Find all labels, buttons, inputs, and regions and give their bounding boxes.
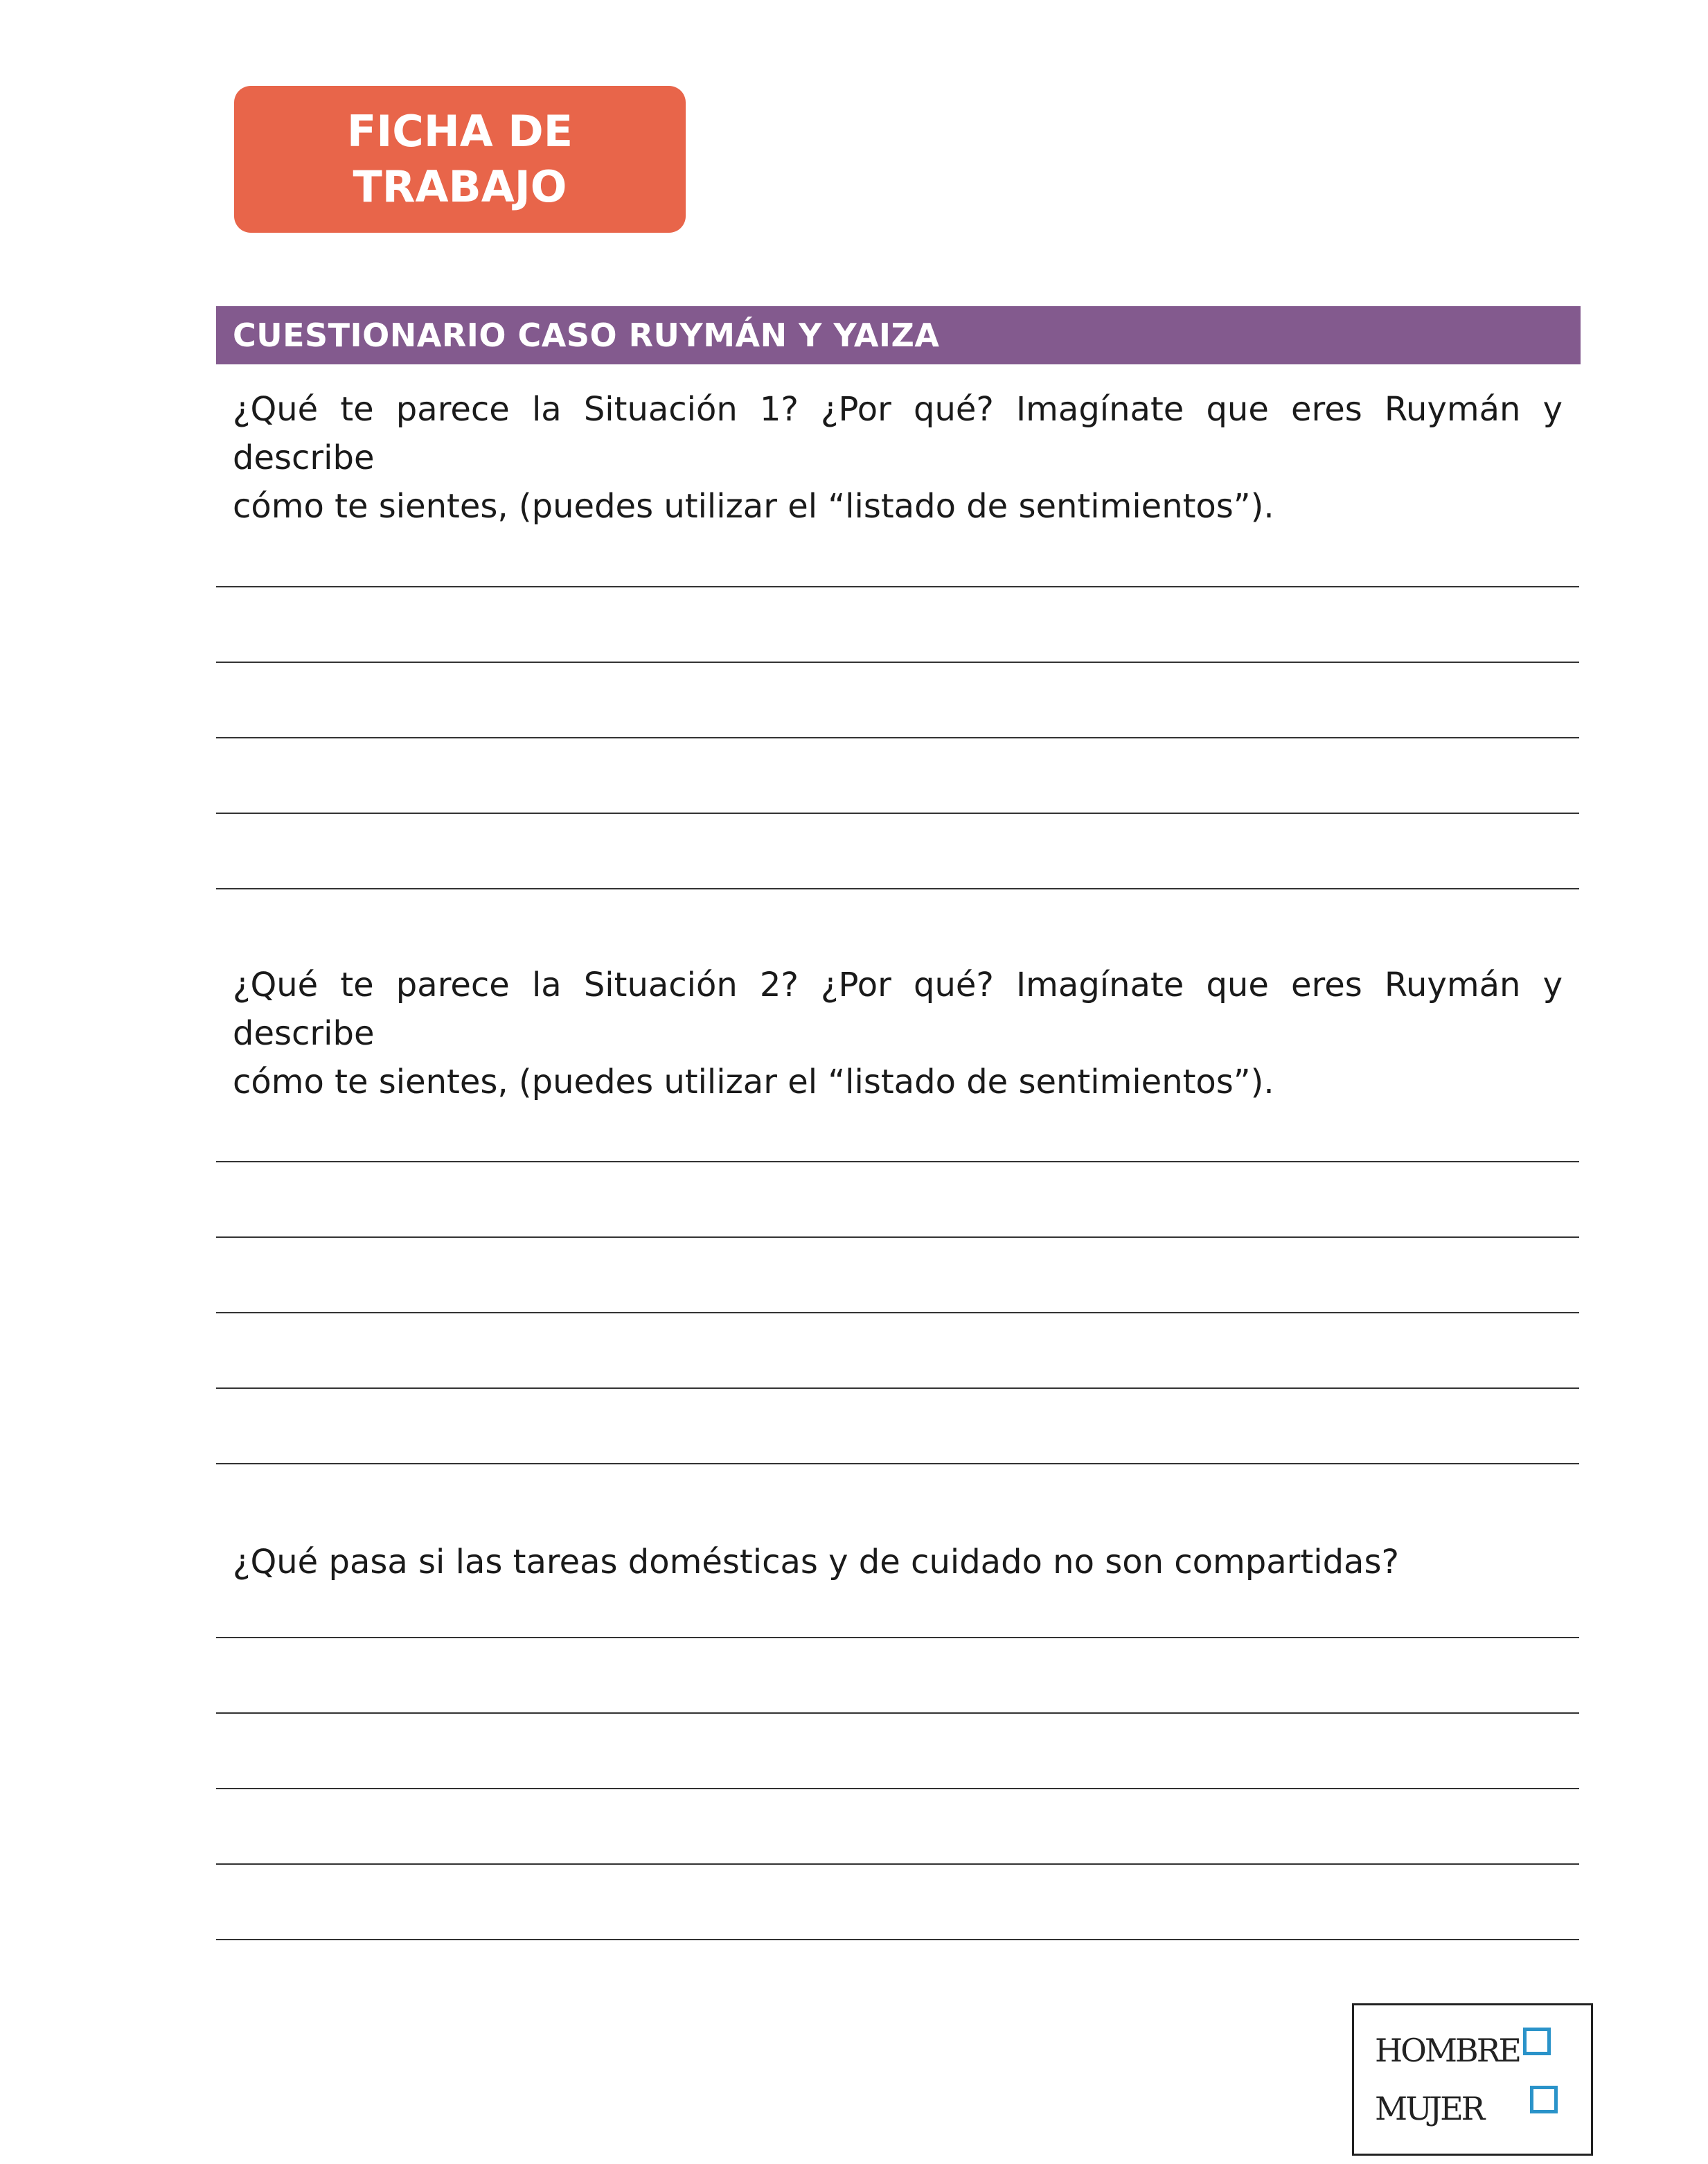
answer-line-q3-3[interactable] bbox=[216, 1788, 1579, 1789]
worksheet-title-line2: TRABAJO bbox=[353, 161, 567, 212]
answer-line-q2-2[interactable] bbox=[216, 1236, 1579, 1238]
gender-row-female bbox=[1375, 2090, 1483, 2127]
answer-line-q1-3[interactable] bbox=[216, 737, 1579, 738]
worksheet-title-line1: FICHA DE bbox=[346, 106, 573, 157]
question-2 bbox=[233, 961, 1563, 1106]
answer-line-q3-2[interactable] bbox=[216, 1712, 1579, 1714]
question-1-line2: cómo te sientes, (puedes utilizar el “listado de sentimientos”). bbox=[233, 487, 1274, 526]
answer-line-q2-4[interactable] bbox=[216, 1387, 1579, 1389]
answer-line-q1-4[interactable] bbox=[216, 813, 1579, 814]
section-title: CUESTIONARIO CASO RUYMÁN Y YAIZA bbox=[233, 317, 940, 354]
gender-selection-box bbox=[1352, 2003, 1593, 2156]
question-1 bbox=[233, 385, 1563, 531]
answer-line-q2-3[interactable] bbox=[216, 1312, 1579, 1313]
worksheet-title-box bbox=[234, 86, 686, 233]
answer-line-q3-5[interactable] bbox=[216, 1939, 1579, 1940]
gender-row-male bbox=[1375, 2032, 1520, 2069]
section-header-bar bbox=[216, 306, 1581, 364]
question-3-line1: ¿Qué pasa si las tareas domésticas y de cuidado no son compartidas? bbox=[233, 1543, 1399, 1581]
question-3 bbox=[233, 1538, 1563, 1586]
answer-line-q1-5[interactable] bbox=[216, 888, 1579, 889]
male-checkbox[interactable] bbox=[1523, 2028, 1551, 2055]
female-checkbox[interactable] bbox=[1530, 2086, 1558, 2113]
answer-line-q3-4[interactable] bbox=[216, 1863, 1579, 1865]
worksheet-title bbox=[266, 104, 654, 215]
male-label: HOMBRE bbox=[1375, 2032, 1520, 2069]
question-1-line1: ¿Qué te parece la Situación 1? ¿Por qué? Imagínate que eres Ruymán y describe bbox=[233, 390, 1563, 477]
question-2-line2: cómo te sientes, (puedes utilizar el “listado de sentimientos”). bbox=[233, 1063, 1274, 1101]
answer-line-q1-2[interactable] bbox=[216, 662, 1579, 663]
question-2-line1: ¿Qué te parece la Situación 2? ¿Por qué? Imagínate que eres Ruymán y describe bbox=[233, 966, 1563, 1053]
answer-line-q2-1[interactable] bbox=[216, 1161, 1579, 1162]
female-label: MUJER bbox=[1375, 2090, 1484, 2127]
answer-line-q3-1[interactable] bbox=[216, 1637, 1579, 1638]
answer-line-q1-1[interactable] bbox=[216, 586, 1579, 587]
answer-line-q2-5[interactable] bbox=[216, 1463, 1579, 1464]
